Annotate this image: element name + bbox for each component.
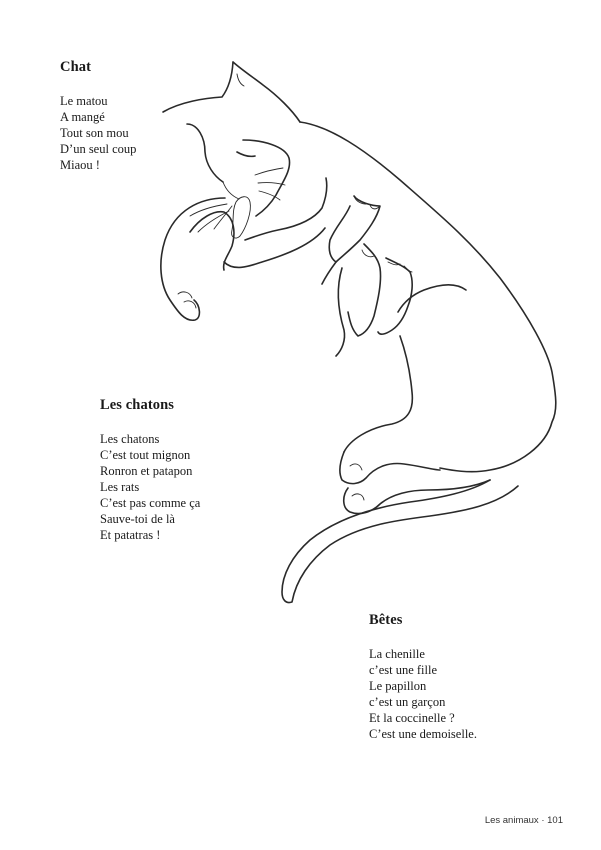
poem-line: La chenille — [369, 647, 425, 661]
cat-ear-right — [233, 62, 300, 122]
poem-line: C’est une demoiselle. — [369, 727, 477, 741]
cat-head-forehead — [187, 124, 223, 182]
cat-nose-mouth — [223, 182, 239, 199]
poem-line: Et la coccinelle ? — [369, 711, 455, 725]
poem-line: Le matou — [60, 94, 108, 108]
poem-line: Les chatons — [100, 432, 160, 446]
kitten-2-head — [329, 206, 350, 262]
poem-chat — [60, 59, 136, 173]
kitten-4-ears — [388, 262, 412, 272]
poem-line: c’est un garçon — [369, 695, 446, 709]
poem-line: c’est une fille — [369, 663, 438, 677]
cat-ear-inner — [237, 74, 244, 86]
poem-line: Les rats — [100, 480, 140, 494]
cat-paw-holding — [224, 228, 325, 267]
cat-ear-left — [163, 62, 233, 112]
poem-line: Ronron et patapon — [100, 464, 193, 478]
poem-betes — [369, 612, 477, 742]
kitten-2-ears — [354, 196, 380, 209]
cat-front-leg-left — [161, 198, 225, 320]
cat-haunch-front — [344, 336, 412, 452]
kitten-3 — [348, 244, 381, 336]
poem-line: Et patatras ! — [100, 528, 161, 542]
poem-line: C’est pas comme ça — [100, 496, 201, 510]
poem-line: Miaou ! — [60, 158, 100, 172]
cat-hind-paw-1 — [340, 452, 440, 484]
poem-line: D’un seul coup — [60, 142, 137, 156]
kitten-3-body — [336, 268, 345, 356]
cat-belly — [398, 285, 466, 312]
cat-whiskers-left — [190, 204, 232, 232]
poem-title: Les chatons — [100, 397, 175, 413]
footer-separator: · — [541, 815, 545, 826]
poem-line: Sauve-toi de là — [100, 512, 175, 526]
poem-line: Le papillon — [369, 679, 427, 693]
poem-title: Bêtes — [369, 612, 403, 628]
poem-line: Tout son mou — [60, 126, 129, 140]
page-number: 101 — [547, 815, 563, 826]
poem-line: A mangé — [60, 110, 105, 124]
poem-title: Chat — [60, 59, 92, 75]
cat-tail — [282, 480, 518, 603]
cat-whiskers-right — [255, 168, 285, 200]
poem-les-chatons — [100, 397, 200, 543]
poem-line: C’est tout mignon — [100, 448, 191, 462]
footer-section-name: Les animaux — [484, 815, 539, 826]
cat-front-leg-right — [245, 178, 327, 240]
page-footer — [485, 815, 563, 826]
cat-eye — [237, 152, 255, 156]
